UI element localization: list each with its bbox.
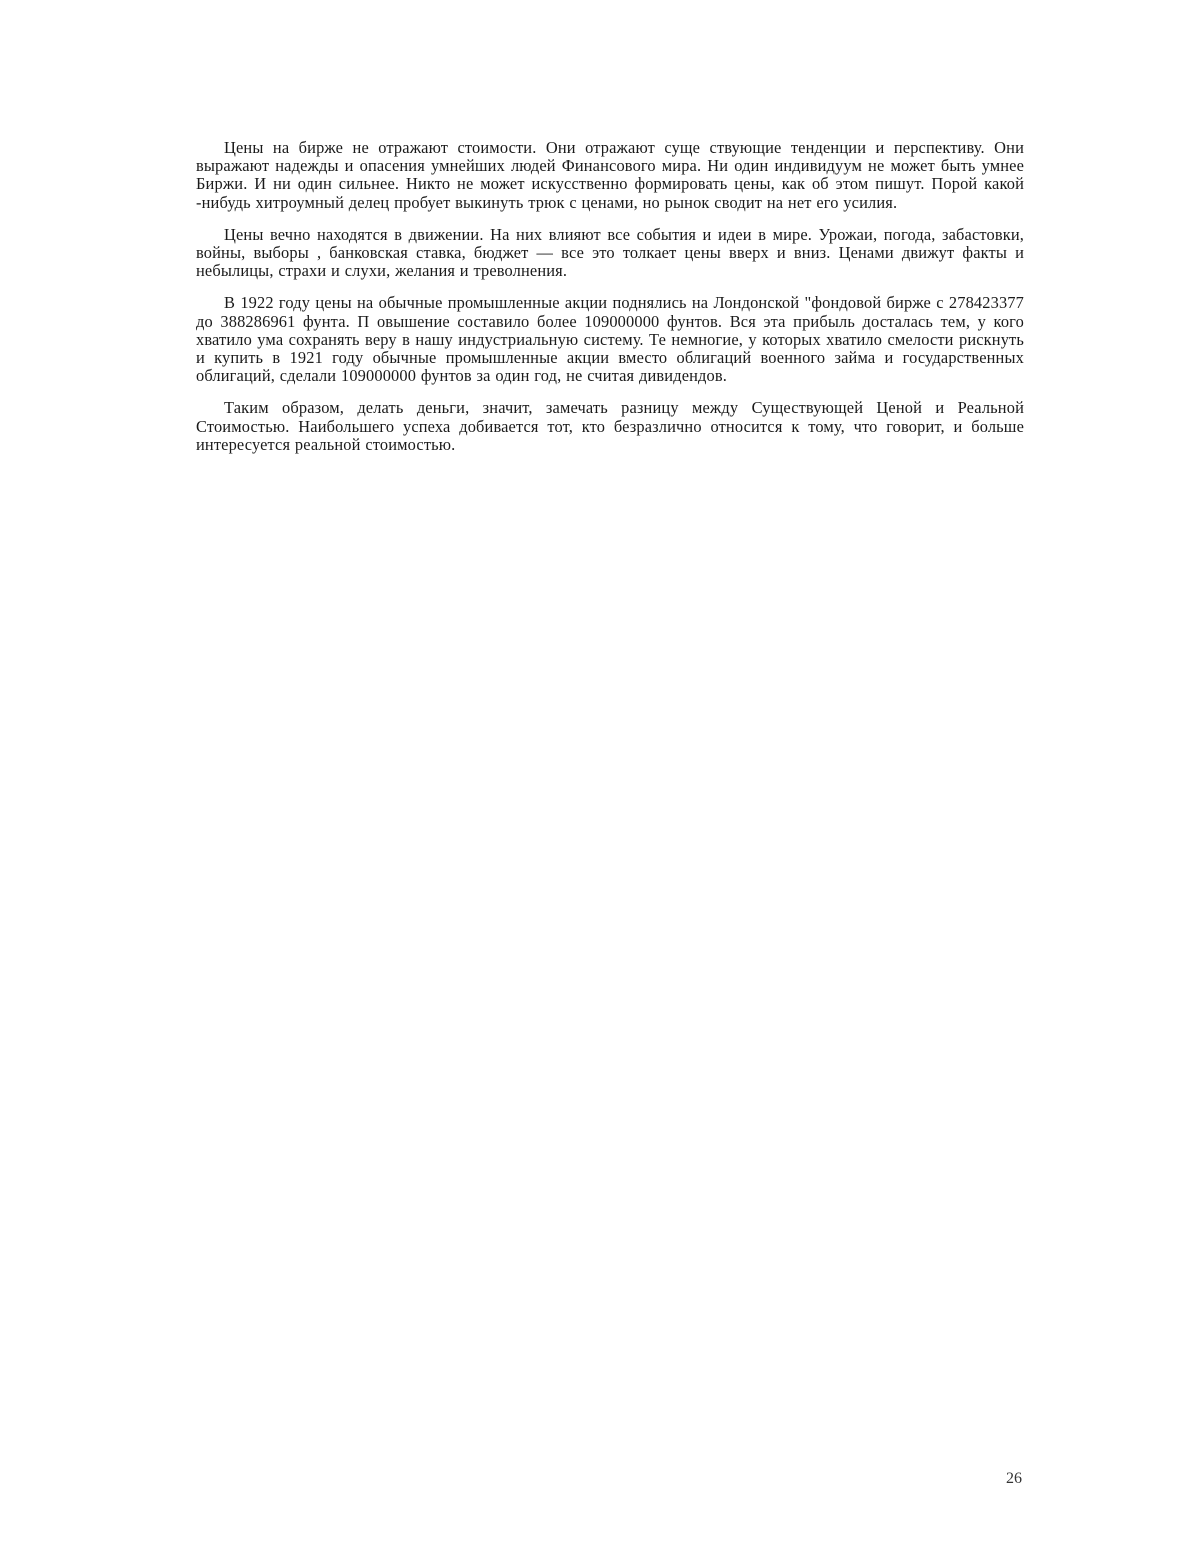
- paragraph-2: Цены вечно находятся в движении. На них влияют все события и идеи в мире. Урожаи, погода, забастовки, войны, выборы , банковская ставка, бюджет — все это толкает цены вверх и вниз. Ценами движут факты и небылицы, страхи и слухи, желания и треволнения.: [196, 224, 1024, 281]
- page-number: 26: [1006, 1470, 1022, 1487]
- body-text: [196, 139, 1024, 468]
- paragraph-1: Цены на бирже не отражают стоимости. Они отражают суще ствующие тенденции и перспективу. Они выражают надежды и опасения умнейших людей Финансового мира. Ни один индивидуум не может быть умнее Биржи. И ни один сильнее. Никто не может искусственно формировать цены, как об этом пишут. Порой какой -нибудь хитроумный делец пробует выкинуть трюк с ценами, но рынок сводит на нет его усилия.: [196, 138, 1024, 212]
- paragraph-3: В 1922 году цены на обычные промышленные акции поднялись на Лондонской "фондовой бирже с 278423377 до 388286961 фунта. П овышение составило более 109000000 фунтов. Вся эта прибыль досталась тем, у кого хватило ума сохранять веру в нашу индустриальную систему. Те немногие, у которых хватило смелости рискнуть и купить в 1921 году обычные промышленные акции вместо облигаций военного займа и государственных облигаций, сделали 109000000 фунтов за один год, не считая дивидендов.: [196, 293, 1024, 386]
- paragraph-4: Таким образом, делать деньги, значит, замечать разницу между Существующей Ценой и Реальной Стоимостью. Наибольшего успеха добивается тот, кто безразлично относится к тому, что говорит, и больше интересуется реальной стоимостью.: [196, 398, 1024, 454]
